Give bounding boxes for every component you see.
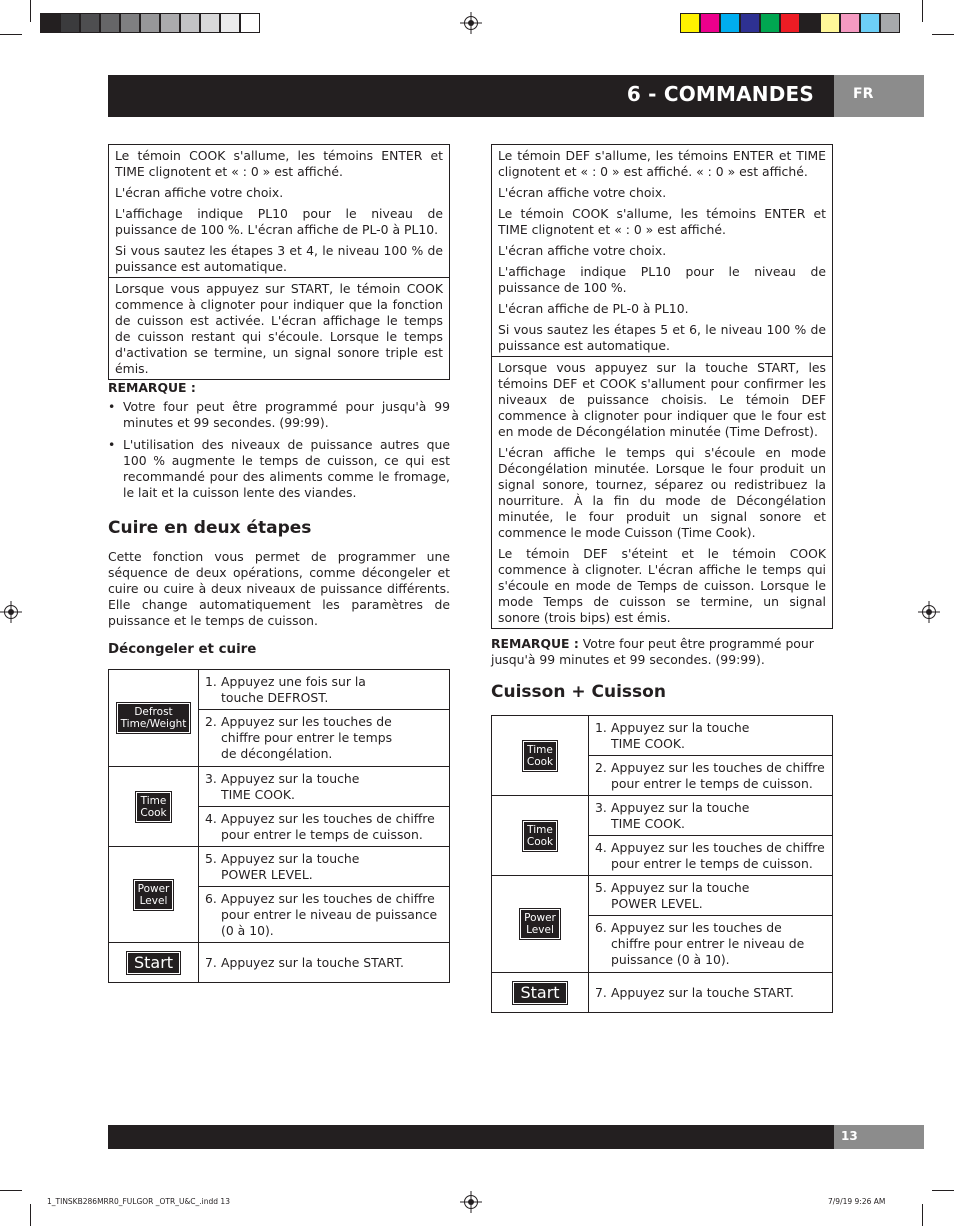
swatch xyxy=(820,13,840,33)
paragraph: Le témoin COOK s'allume, les témoins ENTER et TIME clignotent et « : 0 » est affiché. xyxy=(115,148,443,179)
info-box-cell xyxy=(109,145,449,277)
time-cook-key: Time Cook xyxy=(523,821,557,851)
paragraph: Si vous sautez les étapes 5 et 6, le niveau 100 % de puissance est automatique. xyxy=(498,322,826,353)
registration-mark-icon xyxy=(464,16,478,30)
paragraph: Le témoin DEF s'éteint et le témoin COOK commence à clignoter. L'écran affiche le temps qui s'écoule en mode de Temps de cuisson. Lorsque le mode Temps de cuisson se termine, un signal sonore (trois bips) est émis. xyxy=(498,546,826,625)
step-cell: 2. Appuyez sur les touches de chiffre pour entrer le temps de décongélation. xyxy=(199,710,450,767)
language-tab xyxy=(834,75,924,117)
info-box-cell xyxy=(492,356,832,628)
remark-text: Votre four peut être programmé pour jusqu'à 99 minutes et 99 secondes. (99:99). xyxy=(491,636,814,667)
swatch xyxy=(680,13,700,33)
info-box xyxy=(108,144,450,380)
swatch xyxy=(120,13,140,33)
header-bar xyxy=(108,75,834,117)
key-cell xyxy=(492,876,589,973)
time-cook-key: Time Cook xyxy=(136,792,170,822)
paragraph: L'écran affiche votre choix. xyxy=(498,185,667,200)
page-title: 6 - COMMANDES xyxy=(626,82,814,106)
paragraph: Lorsque vous appuyez sur la touche START, les témoins DEF et COOK s'allument pour confirmer les niveaux de puissance choisis. Le témoin DEF commence à clignoter pour indiquer que le four est en mode de Décongélation minutée (Time Defrost). xyxy=(498,360,826,439)
swatch xyxy=(220,13,240,33)
crop-mark xyxy=(932,34,954,35)
page-number: 13 xyxy=(841,1129,858,1143)
key-cell xyxy=(109,670,199,767)
registration-mark-icon xyxy=(4,605,18,619)
swatch xyxy=(780,13,800,33)
step-cell: 2. Appuyez sur les touches de chiffre pour entrer le temps de cuisson. xyxy=(589,756,833,796)
section-title: Cuire en deux étapes xyxy=(108,518,312,538)
crop-mark xyxy=(0,1190,22,1191)
key-cell xyxy=(492,716,589,796)
list-item: • Votre four peut être programmé pour jusqu'à 99 minutes et 99 secondes. (99:99). xyxy=(108,399,450,431)
swatch xyxy=(140,13,160,33)
power-level-key: Power Level xyxy=(134,880,174,910)
step-cell: 1. Appuyez sur la touche TIME COOK. xyxy=(589,716,833,756)
registration-mark-icon xyxy=(464,1195,478,1209)
crop-mark xyxy=(922,0,923,22)
steps-table xyxy=(491,715,833,1013)
swatch xyxy=(720,13,740,33)
crop-mark xyxy=(922,1204,923,1226)
time-cook-key: Time Cook xyxy=(523,741,557,771)
info-box-cell xyxy=(492,145,832,356)
remark-title: REMARQUE : xyxy=(108,380,196,395)
paragraph: L'écran affiche le temps qui s'écoule en mode Décongélation minutée. Lorsque le four produit un signal sonore, tournez, séparez ou redistribuez la nourriture. À la fin du mode de Décongélation minutée, le four produit un signal sonore et commence le mode Cuisson (Time Cook). xyxy=(498,445,826,540)
step-cell: 5. Appuyez sur la touche POWER LEVEL. xyxy=(589,876,833,916)
swatch xyxy=(700,13,720,33)
step-cell: 3. Appuyez sur la touche TIME COOK. xyxy=(589,796,833,836)
paragraph: L'écran affiche de PL-0 à PL10. xyxy=(498,301,689,316)
step-cell: 7. Appuyez sur la touche START. xyxy=(589,973,833,1013)
info-box-cell xyxy=(109,277,449,379)
swatch xyxy=(800,13,820,33)
step-cell: 6. Appuyez sur les touches de chiffre pour entrer le niveau de puissance (0 à 10). xyxy=(199,887,450,943)
key-cell xyxy=(109,767,199,847)
swatch xyxy=(160,13,180,33)
crop-mark xyxy=(30,0,31,22)
swatch xyxy=(40,13,60,33)
key-cell xyxy=(492,796,589,876)
swatch xyxy=(840,13,860,33)
step-cell: 1. Appuyez une fois sur la touche DEFROST. xyxy=(199,670,450,710)
paragraph: Si vous sautez les étapes 3 et 4, le niveau 100 % de puissance est automatique. xyxy=(115,243,443,274)
paragraph: Le témoin DEF s'allume, les témoins ENTER et TIME clignotent et « : 0 » est affiché. « : 0 » est affiché. xyxy=(498,148,826,179)
crop-mark xyxy=(932,1190,954,1191)
remark-title: REMARQUE : xyxy=(491,636,579,651)
swatch xyxy=(100,13,120,33)
section-text: Cette fonction vous permet de programmer une séquence de deux opérations, comme décongeler et cuire ou cuire à deux niveaux de puissance différents. Elle change automatiquement les paramètres de puissance et le temps de cuisson. xyxy=(108,549,450,628)
crop-mark xyxy=(0,34,22,35)
paragraph: L'écran affiche votre choix. xyxy=(115,185,284,200)
step-cell: 6. Appuyez sur les touches de chiffre pour entrer le niveau de puissance (0 à 10). xyxy=(589,916,833,973)
swatch xyxy=(860,13,880,33)
swatch xyxy=(240,13,260,33)
remark-block xyxy=(108,380,450,507)
steps-table xyxy=(108,669,450,983)
print-slug-date: 7/9/19 9:26 AM xyxy=(828,1197,886,1206)
swatch xyxy=(760,13,780,33)
paragraph: Le témoin COOK s'allume, les témoins ENTER et TIME clignotent et « : 0 » est affiché. xyxy=(498,206,826,237)
info-box xyxy=(491,144,833,629)
paragraph: L'écran affiche votre choix. xyxy=(498,243,667,258)
key-cell xyxy=(109,847,199,943)
registration-mark-icon xyxy=(922,605,936,619)
power-level-key: Power Level xyxy=(520,909,560,939)
language-label: FR xyxy=(853,86,874,102)
step-cell: 7. Appuyez sur la touche START. xyxy=(199,943,450,983)
section-title: Cuisson + Cuisson xyxy=(491,682,666,702)
paragraph: L'affichage indique PL10 pour le niveau de puissance de 100 %. xyxy=(498,264,826,295)
swatch xyxy=(200,13,220,33)
footer-bar xyxy=(108,1125,834,1149)
page-number-tab xyxy=(834,1125,924,1149)
list-item: • L'utilisation des niveaux de puissance autres que 100 % augmente le temps de cuisson, ce qui est recommandé pour des aliments comme le fromage, le lait et la cuisson lente des viandes. xyxy=(108,437,450,501)
print-slug-file: 1_TINSKB286MRR0_FULGOR _OTR_U&C_.indd 13 xyxy=(47,1197,230,1206)
step-cell: 4. Appuyez sur les touches de chiffre pour entrer le temps de cuisson. xyxy=(199,807,450,847)
start-key: Start xyxy=(513,982,566,1004)
paragraph: Lorsque vous appuyez sur START, le témoin COOK commence à clignoter pour indiquer que la fonction de cuisson est activée. L'écran affichage le temps de cuisson restant qui s'écoule. Lorsque le temps d'activation se termine, un signal sonore triple est émis. xyxy=(115,281,443,376)
swatch xyxy=(80,13,100,33)
key-cell xyxy=(492,973,589,1013)
defrost-key: Defrost Time/Weight xyxy=(117,703,191,733)
swatch xyxy=(180,13,200,33)
swatch xyxy=(60,13,80,33)
step-cell: 4. Appuyez sur les touches de chiffre pour entrer le temps de cuisson. xyxy=(589,836,833,876)
swatch xyxy=(880,13,900,33)
step-cell: 5. Appuyez sur la touche POWER LEVEL. xyxy=(199,847,450,887)
remark-list xyxy=(108,399,450,501)
crop-mark xyxy=(30,1204,31,1226)
start-key: Start xyxy=(127,952,180,974)
subsection-title: Décongeler et cuire xyxy=(108,642,257,657)
paragraph: L'affichage indique PL10 pour le niveau de puissance de 100 %. L'écran affiche de PL-0 à PL10. xyxy=(115,206,443,237)
remark-block xyxy=(491,636,833,668)
key-cell xyxy=(109,943,199,983)
step-cell: 3. Appuyez sur la touche TIME COOK. xyxy=(199,767,450,807)
swatch xyxy=(740,13,760,33)
